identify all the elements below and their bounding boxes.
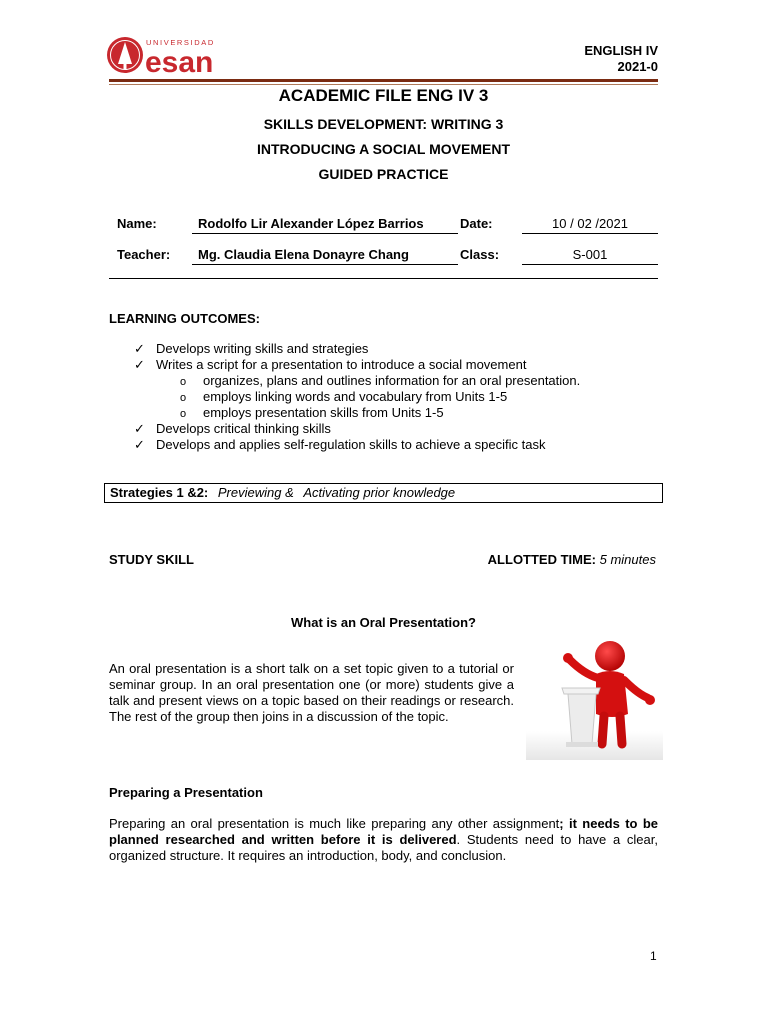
outcome-item: ✓ Develops critical thinking skills (134, 421, 331, 436)
esan-logo (106, 34, 230, 76)
outcome-subitem: o employs presentation skills from Units 1-5 (180, 405, 444, 420)
allotted-time-label: ALLOTTED TIME: (487, 552, 596, 567)
bullet-o-icon: o (180, 392, 187, 404)
allotted-time (488, 552, 656, 567)
teacher-label: Teacher: (117, 247, 171, 262)
outcome-item: ✓ Writes a script for a presentation to introduce a social movement (134, 357, 527, 372)
document-title: ACADEMIC FILE ENG IV 3 (278, 86, 489, 105)
course-info (584, 43, 658, 75)
strategies-box (104, 483, 663, 503)
presenter-figure-image (526, 636, 663, 760)
course-name: ENGLISH IV (584, 43, 658, 58)
header-rule-thin (109, 84, 658, 85)
checkmark-icon: ✓ (134, 421, 145, 436)
class-field: S-001 (522, 247, 658, 265)
bullet-o-icon: o (180, 408, 187, 420)
practice-subtitle: GUIDED PRACTICE (318, 166, 449, 182)
oral-presentation-paragraph: An oral presentation is a short talk on a set topic given to a tutorial or seminar group. In an oral presentation one (or more) students give a talk and present views on a topic based on their readings or research. The rest of the group then joins in a discussion of the topic. (109, 661, 514, 724)
outcome-item: ✓ Develops writing skills and strategies (134, 341, 369, 356)
section-question: What is an Oral Presentation? (291, 615, 476, 630)
header-rule (109, 79, 658, 82)
strategy-prior-knowledge: Activating prior knowledge (303, 485, 456, 500)
outcome-item: ✓ Develops and applies self-regulation skills to achieve a specific task (134, 437, 546, 452)
page-number: 1 (650, 949, 657, 963)
strategy-previewing: Previewing & (217, 485, 294, 500)
checkmark-icon: ✓ (134, 437, 145, 452)
strategies-label: Strategies 1 &2: (110, 485, 209, 500)
bullet-o-icon: o (180, 376, 187, 388)
preparing-paragraph: Preparing an oral presentation is much like preparing any other assignment; it needs to be planned researched and written before it is delivered. Students need to have a clear, organized structure. It requires an introduction, body, and conclusion. (109, 816, 659, 863)
learning-outcomes-title: LEARNING OUTCOMES: (109, 311, 260, 326)
outcome-subitem: o organizes, plans and outlines information for an oral presentation. (180, 373, 581, 388)
skills-subtitle: SKILLS DEVELOPMENT: WRITING 3 (263, 116, 504, 132)
checkmark-icon: ✓ (134, 357, 145, 372)
preparing-title: Preparing a Presentation (109, 785, 263, 800)
course-term: 2021-0 (617, 59, 658, 74)
allotted-time-value: 5 minutes (599, 552, 656, 567)
teacher-field: Mg. Claudia Elena Donayre Chang (192, 247, 458, 265)
outcome-subitem: o employs linking words and vocabulary from Units 1-5 (180, 389, 508, 404)
topic-subtitle: INTRODUCING A SOCIAL MOVEMENT (256, 141, 511, 157)
form-divider (109, 278, 658, 279)
date-field: 10 / 02 /2021 (522, 216, 658, 234)
class-label: Class: (460, 247, 500, 262)
checkmark-icon: ✓ (134, 341, 145, 356)
study-skill-label: STUDY SKILL (109, 552, 194, 567)
university-text: UNIVERSIDAD (146, 38, 215, 47)
date-label: Date: (460, 216, 493, 231)
name-label: Name: (117, 216, 157, 231)
name-field: Rodolfo Lir Alexander López Barrios (192, 216, 458, 234)
brand-text: esan (145, 46, 214, 76)
